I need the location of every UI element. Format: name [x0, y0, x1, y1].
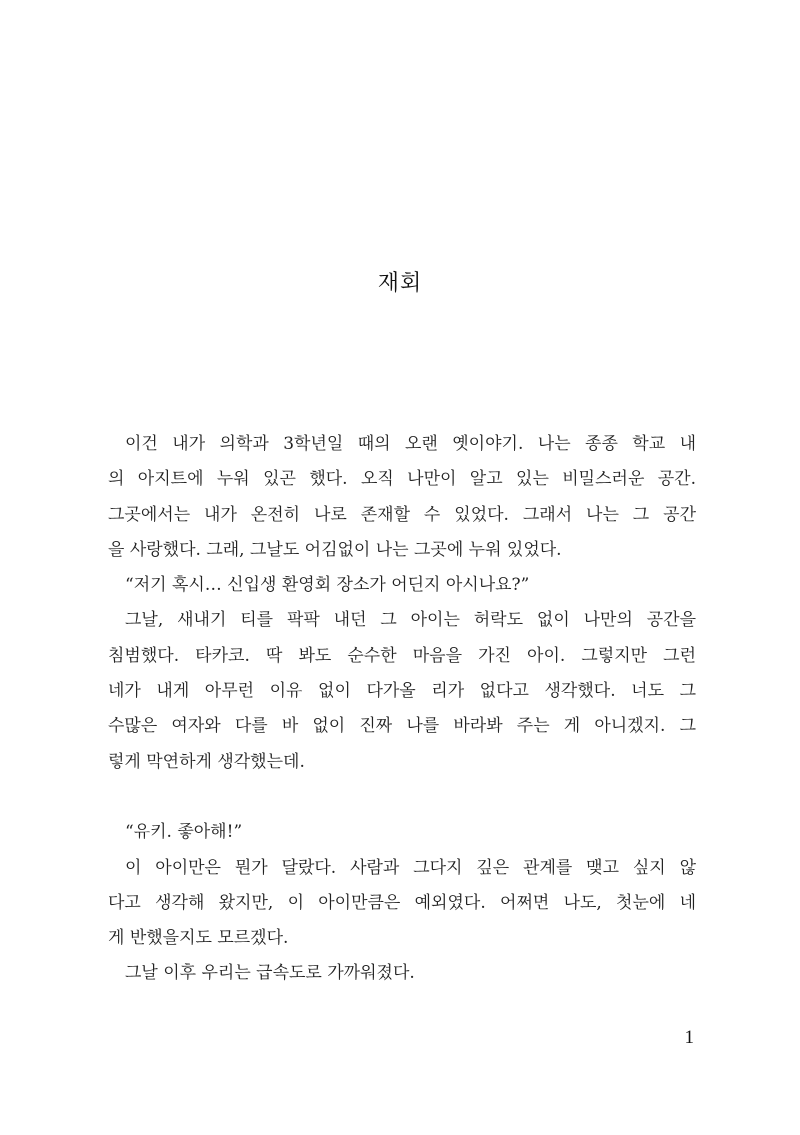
paragraph — [108, 851, 696, 957]
paragraph — [108, 956, 696, 991]
paragraph — [108, 568, 696, 603]
text-line: 이건 내가 의학과 3학년일 때의 오랜 옛이야기. 나는 종종 학교 내 — [125, 434, 696, 454]
text-line: 의 아지트에 누워 있곤 했다. 오직 나만이 알고 있는 비밀스러운 공간. — [108, 469, 696, 490]
paragraph — [108, 427, 696, 568]
text-line: 을 사랑했다. 그래, 그날도 어김없이 나는 그곳에 누워 있었다. — [108, 539, 562, 560]
page-number: 1 — [684, 1027, 694, 1048]
text-line: 네가 내게 아무런 이유 없이 다가올 리가 없다고 생각했다. 너도 그 — [108, 681, 696, 702]
chapter-title: 재회 — [377, 271, 423, 296]
text-line: 그날, 새내기 티를 팍팍 내던 그 아이는 허락도 없이 나만의 공간을 — [125, 610, 696, 631]
text-line: 침범했다. 타카코. 딱 봐도 순수한 마음을 가진 아이. 그렇지만 그런 — [108, 645, 696, 666]
text-line: 이 아이만은 뭔가 달랐다. 사람과 그다지 깊은 관계를 맺고 싶지 않 — [125, 857, 696, 878]
body-text — [108, 427, 696, 992]
paragraph — [108, 603, 696, 779]
paragraph — [108, 815, 696, 850]
blank-line — [108, 780, 696, 815]
text-line: 게 반했을지도 모르겠다. — [108, 928, 289, 949]
text-line: 렇게 막연하게 생각했는데. — [108, 751, 305, 772]
text-line: 수많은 여자와 다를 바 없이 진짜 나를 바라봐 주는 게 아니겠지. 그 — [108, 716, 696, 737]
text-line: 다고 생각해 왔지만, 이 아이만큼은 예외였다. 어쩌면 나도, 첫눈에 네 — [108, 892, 696, 913]
text-line: “유키. 좋아해!” — [125, 822, 243, 843]
text-line: 그곳에서는 내가 온전히 나로 존재할 수 있었다. 그래서 나는 그 공간 — [108, 504, 696, 525]
text-line: 그날 이후 우리는 급속도로 가까워졌다. — [125, 963, 415, 984]
text-line: “저기 혹시… 신입생 환영회 장소가 어딘지 아시나요?” — [125, 575, 530, 596]
